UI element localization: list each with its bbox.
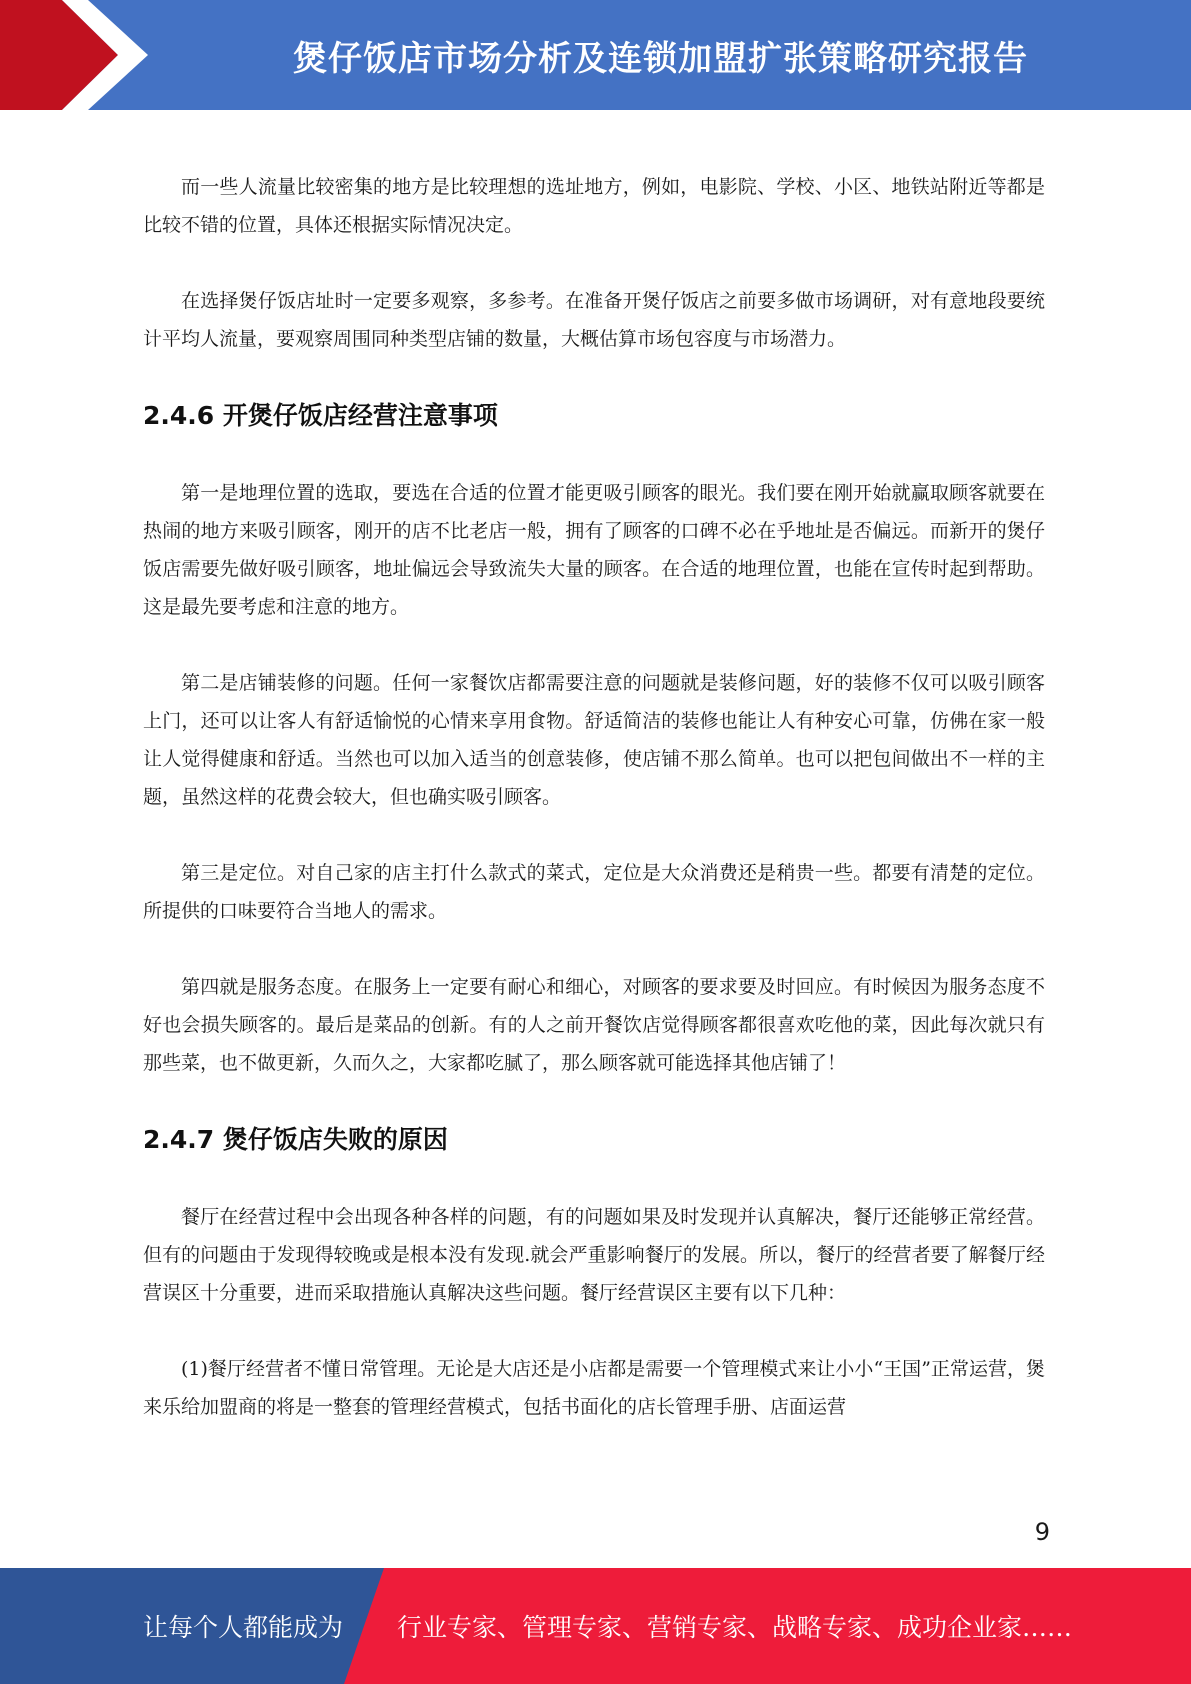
paragraph: 第二是店铺装修的问题。任何一家餐饮店都需要注意的问题就是装修问题，好的装修不仅可以吸引顾客上门，还可以让客人有舒适愉悦的心情来享用食物。舒适简洁的装修也能让人有种安心可靠，仿佛在家一般让人觉得健康和舒适。当然也可以加入适当的创意装修，使店铺不那么简单。也可以把包间做出不一样的主题，虽然这样的花费会较大，但也确实吸引顾客。 [143,672,1045,808]
section-heading: 2.4.7 煲仔饭店失败的原因 [143,1125,448,1154]
report-title: 煲仔饭店市场分析及连锁加盟扩张策略研究报告 [293,38,1028,79]
paragraph: 而一些人流量比较密集的地方是比较理想的选址地方，例如，电影院、学校、小区、地铁站附近等都是比较不错的位置，具体还根据实际情况决定。 [143,176,1045,236]
paragraph: 第四就是服务态度。在服务上一定要有耐心和细心，对顾客的要求要及时回应。有时候因为服务态度不好也会损失顾客的。最后是菜品的创新。有的人之前开餐饮店觉得顾客都很喜欢吃他的菜，因此每次就只有那些菜，也不做更新，久而久之，大家都吃腻了，那么顾客就可能选择其他店铺了！ [143,976,1045,1074]
document-body [143,168,1045,1464]
footer-slogan-left: 让每个人都能成为 [143,1613,344,1642]
paragraph: 餐厅在经营过程中会出现各种各样的问题，有的问题如果及时发现并认真解决，餐厅还能够正常经营。但有的问题由于发现得较晚或是根本没有发现.就会严重影响餐厅的发展。所以，餐厅的经营者要了解餐厅经营误区十分重要，进而采取措施认真解决这些问题。餐厅经营误区主要有以下几种： [143,1206,1045,1304]
page-header [0,0,1191,110]
page-footer [0,1568,1191,1684]
paragraph: 在选择煲仔饭店址时一定要多观察，多参考。在准备开煲仔饭店之前要多做市场调研，对有意地段要统计平均人流量，要观察周围同种类型店铺的数量，大概估算市场包容度与市场潜力。 [143,290,1045,350]
paragraph: (1)餐厅经营者不懂日常管理。无论是大店还是小店都是需要一个管理模式来让小小“王国”正常运营，煲来乐给加盟商的将是一整套的管理经营模式，包括书面化的店长管理手册、店面运营 [143,1358,1045,1418]
paragraph: 第一是地理位置的选取，要选在合适的位置才能更吸引顾客的眼光。我们要在刚开始就赢取顾客就要在热闹的地方来吸引顾客，刚开的店不比老店一般，拥有了顾客的口碑不必在乎地址是否偏远。而新开的煲仔饭店需要先做好吸引顾客，地址偏远会导致流失大量的顾客。在合适的地理位置，也能在宣传时起到帮助。这是最先要考虑和注意的地方。 [143,482,1045,618]
paragraph: 第三是定位。对自己家的店主打什么款式的菜式，定位是大众消费还是稍贵一些。都要有清楚的定位。所提供的口味要符合当地人的需求。 [143,862,1045,922]
section-heading: 2.4.6 开煲仔饭店经营注意事项 [143,401,498,430]
page-number: 9 [1034,1518,1050,1546]
footer-slogan-right: 行业专家、管理专家、营销专家、战略专家、成功企业家…… [397,1613,1073,1642]
